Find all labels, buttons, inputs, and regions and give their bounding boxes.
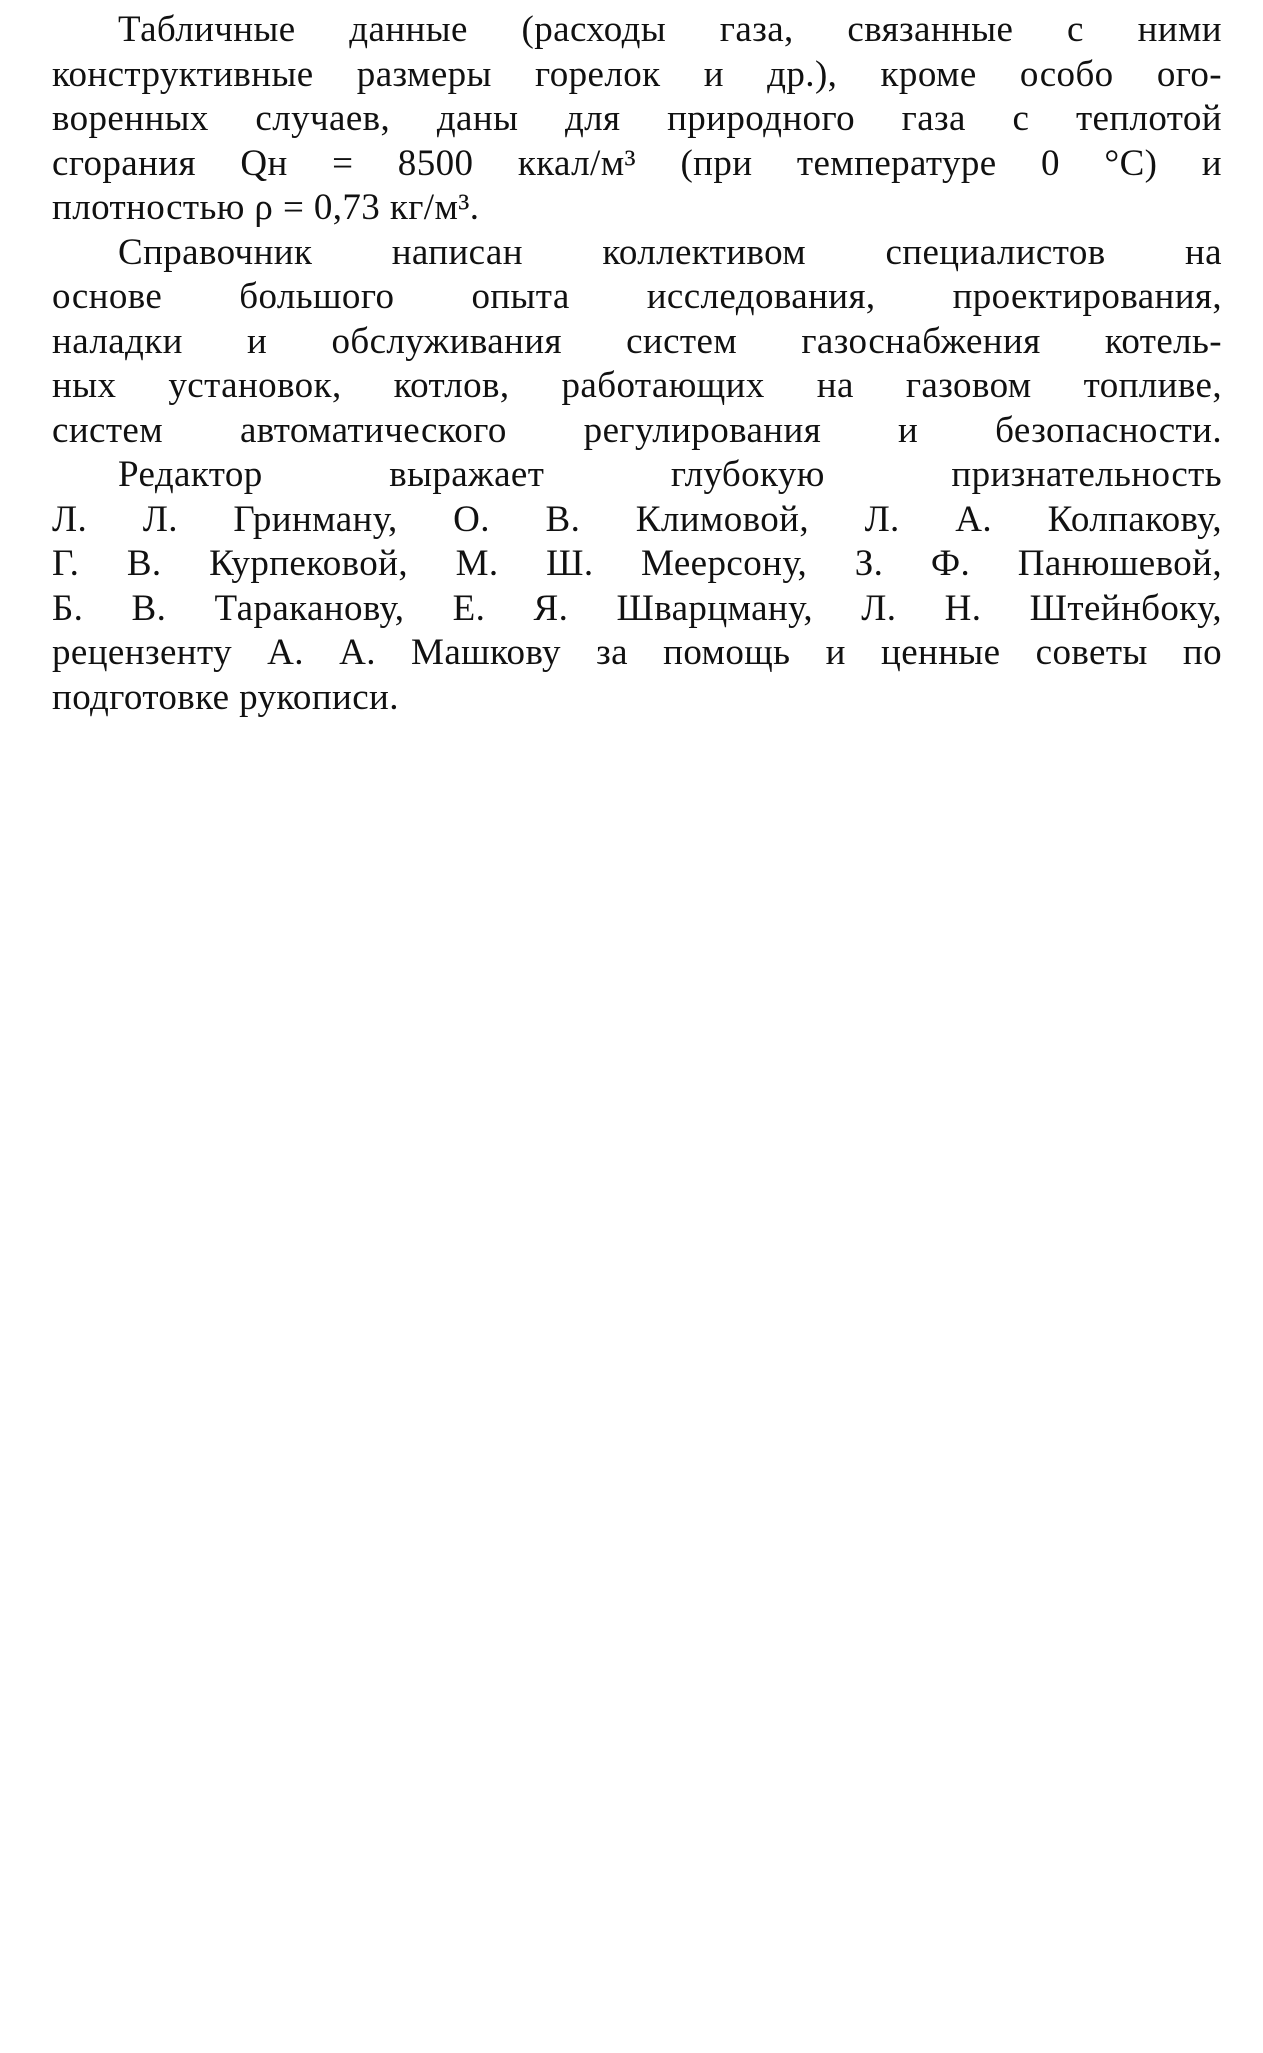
text-line: подготовке рукописи. <box>52 676 399 718</box>
text-line: Г. В. Курпековой, М. Ш. Меерсону, З. Ф. Панюшевой, <box>52 543 1222 584</box>
text-line: систем автоматического регулирования и безопасности. <box>52 409 1222 451</box>
text-line: основе большого опыта исследования, проектирования, <box>52 276 1222 317</box>
text-line: воренных случаев, даны для природного газа с теплотой <box>52 98 1222 139</box>
paragraph-gas-data <box>52 8 1222 231</box>
text-line: Б. В. Тараканову, Е. Я. Шварцману, Л. Н. Штейнбоку, <box>52 587 1222 629</box>
text-line: плотностью ρ = 0,73 кг/м³. <box>52 187 480 228</box>
text-line: Л. Л. Гринману, О. В. Климовой, Л. А. Колпакову, <box>52 498 1222 540</box>
text-line: Справочник написан коллективом специалистов на <box>118 231 1222 273</box>
text-line: рецензенту А. А. Машкову за помощь и ценные советы по <box>52 632 1222 673</box>
text-line: конструктивные размеры горелок и др.), кроме особо ого- <box>52 53 1222 95</box>
text-line: ных установок, котлов, работающих на газовом топливе, <box>52 365 1222 406</box>
text-line: сгорания Qн = 8500 ккал/м³ (при температуре 0 °С) и <box>52 142 1222 184</box>
paragraph-authors <box>52 231 1222 454</box>
text-line: Редактор выражает глубокую признательность <box>118 454 1222 495</box>
paragraph-acknowledgements <box>52 453 1222 720</box>
text-line: Табличные данные (расходы газа, связанные с ними <box>118 9 1222 50</box>
text-line: наладки и обслуживания систем газоснабжения котель- <box>52 320 1222 362</box>
document-page <box>52 8 1222 720</box>
